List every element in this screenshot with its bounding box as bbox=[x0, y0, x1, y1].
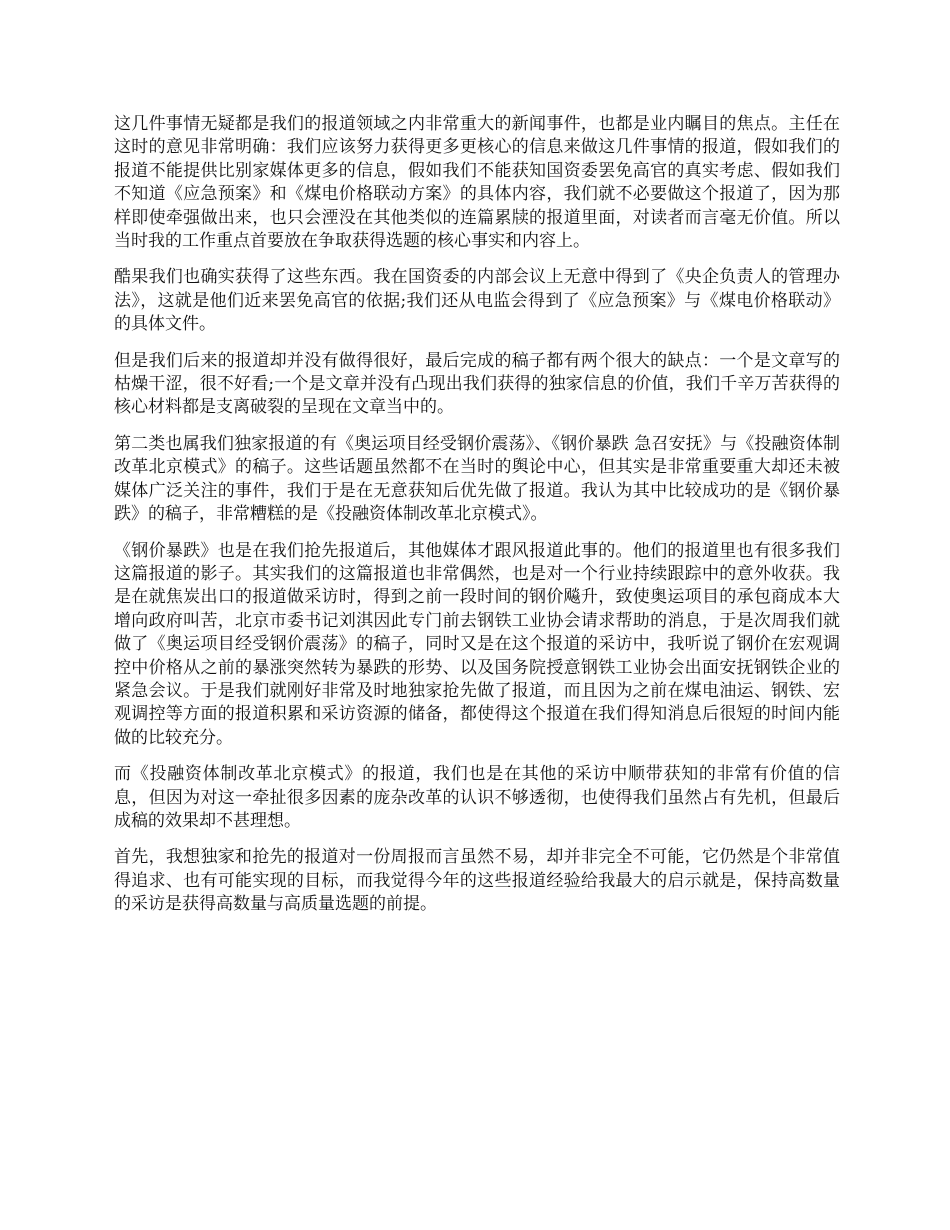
paragraph-3: 但是我们后来的报道却并没有做得很好，最后完成的稿子都有两个很大的缺点：一个是文章写的枯燥干涩，很不好看;一个是文章并没有凸现出我们获得的独家信息的价值，我们千辛万苦获得的核心材料都是支离破裂的呈现在文章当中的。 bbox=[114, 350, 840, 418]
document-page bbox=[114, 113, 840, 930]
paragraph-4: 第二类也属我们独家报道的有《奥运项目经受钢价震荡》、《钢价暴跌 急召安抚》与《投融资体制改革北京模式》的稿子。这些话题虽然都不在当时的舆论中心，但其实是非常重要重大却还未被媒体广泛关注的事件，我们于是在无意获知后优先做了报道。我认为其中比较成功的是《钢价暴跌》的稿子，非常糟糕的是《投融资体制改革北京模式》。 bbox=[114, 433, 840, 525]
paragraph-2: 酷果我们也确实获得了这些东西。我在国资委的内部会议上无意中得到了《央企负责人的管理办法》，这就是他们近来罢免高官的依据;我们还从电监会得到了《应急预案》与《煤电价格联动》的具体文件。 bbox=[114, 267, 840, 335]
paragraph-7: 首先，我想独家和抢先的报道对一份周报而言虽然不易，却并非完全不可能，它仍然是个非常值得追求、也有可能实现的目标，而我觉得今年的这些报道经验给我最大的启示就是，保持高数量的采访是获得高数量与高质量选题的前提。 bbox=[114, 847, 840, 915]
paragraph-6: 而《投融资体制改革北京模式》的报道，我们也是在其他的采访中顺带获知的非常有价值的信息，但因为对这一牵扯很多因素的庞杂改革的认识不够透彻，也使得我们虽然占有先机，但最后成稿的效果却不甚理想。 bbox=[114, 764, 840, 831]
paragraph-1: 这几件事情无疑都是我们的报道领域之内非常重大的新闻事件，也都是业内瞩目的焦点。主任在这时的意见非常明确：我们应该努力获得更多更核心的信息来做这几件事情的报道，假如我们的报道不能提供比别家媒体更多的信息，假如我们不能获知国资委罢免高官的真实考虑、假如我们不知道《应急预案》和《煤电价格联动方案》的具体内容，我们就不必要做这个报道了，因为那样即使牵强做出来，也只会湮没在其他类似的连篇累牍的报道里面，对读者而言毫无价值。所以当时我的工作重点首要放在争取获得选题的核心事实和内容上。 bbox=[114, 114, 840, 252]
paragraph-5: 《钢价暴跌》也是在我们抢先报道后，其他媒体才跟风报道此事的。他们的报道里也有很多我们这篇报道的影子。其实我们的这篇报道也非常偶然，也是对一个行业持续跟踪中的意外收获。我是在就焦炭出口的报道做采访时，得到之前一段时间的钢价飚升，致使奥运项目的承包商成本大增向政府叫苦，北京市委书记刘淇因此专门前去钢铁工业协会请求帮助的消息，于是次周我们就做了《奥运项目经受钢价震荡》的稿子，同时又是在这个报道的采访中，我听说了钢价在宏观调控中价格从之前的暴涨突然转为暴跌的形势、以及国务院授意钢铁工业协会出面安抚钢铁企业的紧急会议。于是我们就刚好非常及时地独家抢先做了报道，而且因为之前在煤电油运、钢铁、宏观调控等方面的报道积累和采访资源的储备，都使得这个报道在我们得知消息后很短的时间内能做的比较充分。 bbox=[114, 540, 840, 748]
